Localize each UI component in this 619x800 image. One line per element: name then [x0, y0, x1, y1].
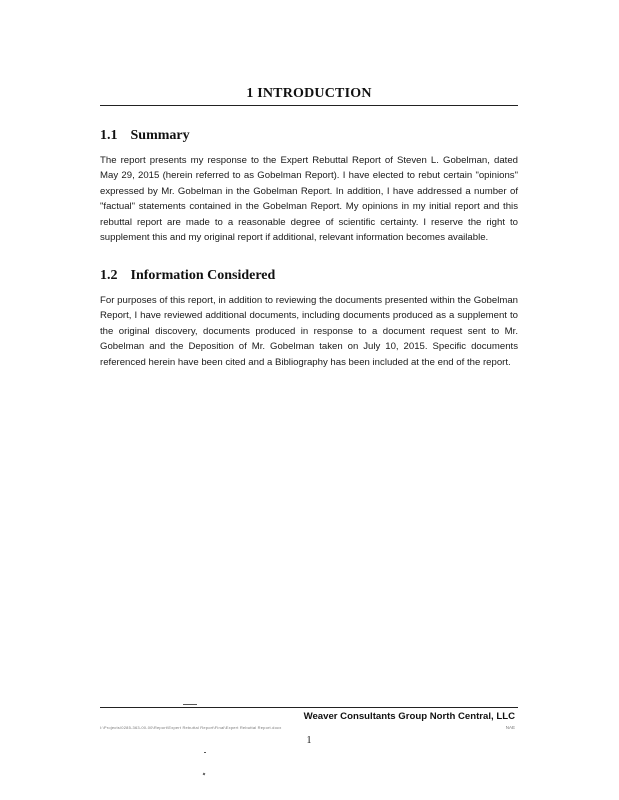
- footer-rule: [100, 707, 518, 708]
- scan-speck: [204, 752, 206, 753]
- chapter-title-rule: [100, 105, 518, 106]
- summary-paragraph: The report presents my response to the Expert Rebuttal Report of Steven L. Gobelman, dated May 29, 2015 (herein referred to as Gobelman Report). I have elected to rebut certain "opinions" expressed by Mr. Gobelman in the Gobelman Report. In addition, I have addressed a number of "factual" statements contained in the Gobelman Report. My opinions in my initial report and this rebuttal report are made to a reasonable degree of scientific certainty. I reserve the right to supplement this and my original report if additional, relevant information becomes available.: [100, 155, 518, 244]
- footer-code: NAE: [505, 725, 515, 730]
- page-number: 1: [306, 735, 312, 746]
- footer-rule-mark: [183, 704, 197, 705]
- section-number: 1.2: [100, 268, 118, 283]
- chapter-title: 1 INTRODUCTION: [246, 86, 372, 101]
- section-title: Summary: [130, 128, 190, 143]
- section-number: 1.1: [100, 128, 118, 143]
- scan-speck: [203, 773, 206, 776]
- section-title: Information Considered: [130, 268, 276, 283]
- information-considered-paragraph: For purposes of this report, in addition to reviewing the documents presented within the Gobelman Report, I have reviewed additional documents, including documents produced as a supplement to the original discovery, documents produced in response to a document request sent to Mr. Gobelman and the Deposition of Mr. Gobelman taken on July 10, 2015. Specific documents referenced herein have been cited and a Bibliography has been included at the end of the report.: [100, 295, 518, 368]
- footer-company-name: Weaver Consultants Group North Central, LLC: [303, 711, 515, 722]
- section-heading-summary: [100, 128, 190, 144]
- section-heading-information-considered: [100, 268, 275, 284]
- footer-file-path: I:\Projects\0285-363-00-00\Report\Expert Rebuttal Report\Final\Expert Rebuttal Report.docx: [100, 726, 282, 730]
